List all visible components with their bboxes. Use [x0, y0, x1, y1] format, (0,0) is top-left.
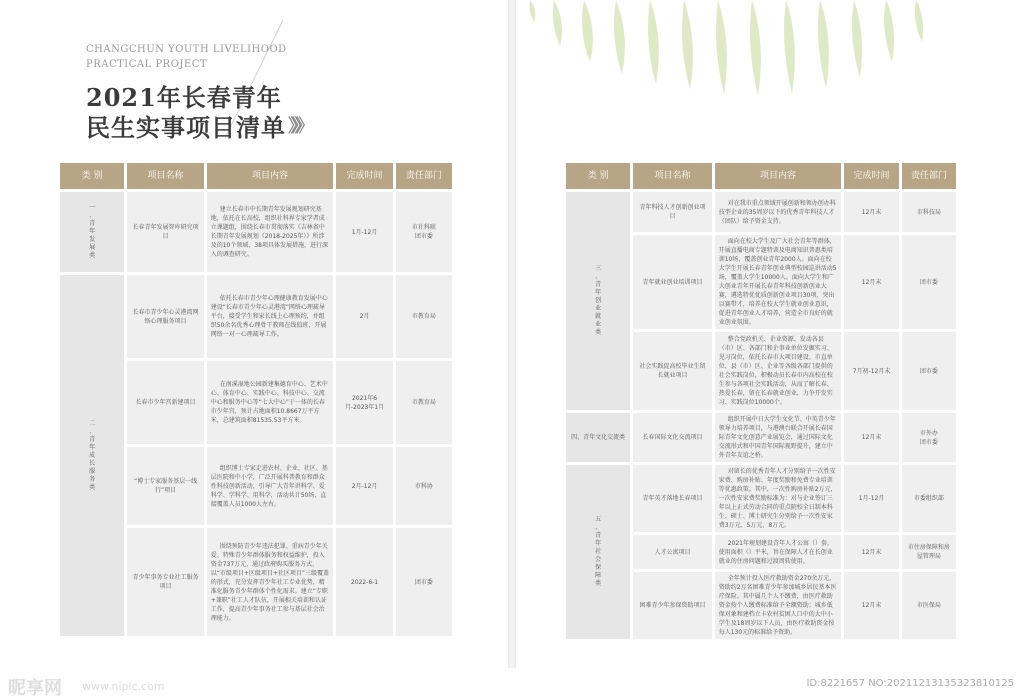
category-cell [566, 413, 630, 462]
project-content: 组织博士专家走进农村、企业、社区、基层医院和中小学，广泛开展科普教育和群众性科技创新活动，引导广大青年讲科学、爱科学、学科学、用科学，活动共计50场，直接覆盖人员1000人左右。 [207, 447, 334, 525]
column-header: 项目名称 [127, 163, 203, 189]
completion-time: 2月 [336, 275, 392, 358]
page-gutter [508, 0, 516, 668]
project-name: 长春国际文化交流项目 [633, 413, 711, 462]
category-cell [566, 192, 630, 410]
completion-time: 7月初-12月末 [844, 332, 898, 410]
column-header: 完成时间 [336, 163, 392, 189]
project-table-right [563, 160, 959, 642]
responsible-dept: 市教育局 [396, 275, 452, 358]
left-page [0, 0, 508, 668]
english-title-line1: CHANGCHUN YOUTH LIVELIHOOD [86, 44, 287, 55]
project-name: 青年就业创业培训项目 [633, 235, 711, 329]
project-content: 2021年规划建设青年人才公寓（）套，使用面积（）平米，旨在保障人才在长创业就业的住房问题和过渡周转使用。 [715, 535, 842, 569]
project-name: 青年英才落地长春项目 [633, 465, 711, 532]
column-header: 项目名称 [633, 163, 711, 189]
category-label: 四、青年文化交流类 [571, 434, 626, 441]
table-row [566, 465, 956, 532]
project-name: 青少年事务专业社工服务项目 [127, 528, 203, 636]
column-header: 责任部门 [396, 163, 452, 189]
column-header: 项目内容 [715, 163, 842, 189]
project-name: 社会实践促高校毕业生留长就业项目 [633, 332, 711, 410]
completion-time: 2022-6-1 [336, 528, 392, 636]
responsible-dept: 团市委 [396, 528, 452, 636]
column-header: 项目内容 [207, 163, 334, 189]
completion-time: 1月-12月 [844, 465, 898, 532]
category-label: 二、青年成长服务类 [89, 419, 96, 491]
responsible-dept: 市科协 [396, 447, 452, 525]
completion-time: 2021年6月-2023年1月 [336, 361, 392, 444]
project-content: 对留长的优秀青年人才分别给予一次性安家费、购房补贴、年度奖励和免费专业培训等优惠政策。其中，一次性购房补贴2万元，一次性安家费奖励标准为：对与企业签订三年以上正式劳动合同的重点院校全日制本科生、硕士、博士研究生分别给予一次性安家费3万元、5万元、8万元。 [715, 465, 842, 532]
completion-time: 12月末 [844, 572, 898, 639]
project-content: 对在我市重点领域开展创新和领办创办科技型企业的35周岁以下的优秀青年科技人才（团队）给予资金支持。 [715, 192, 842, 232]
category-label: 三、青年创业就业类 [595, 265, 602, 336]
column-header: 完成时间 [844, 163, 898, 189]
project-content: 依托长春市青少年心理健康教育发展中心建设“长春市青少年心灵港湾”网络心理疏导平台，接受学生和家长线上心理预约，并组织50余名优秀心理骨干教师在线值班，开展网络一对一心理疏导工作。 [207, 275, 334, 358]
completion-time: 12月末 [844, 192, 898, 232]
table-header-row [60, 163, 452, 189]
column-header: 类 别 [60, 163, 124, 189]
project-content: 组织开展中日大学生文化节、中英青少年领导力培养项目，与港澳台联合开展长春国际青年文化创意产业展览会，通过国际文化交流形式和中国青年国际视野提升，建立中外青年友谊之桥。 [715, 413, 842, 462]
project-name: 长春青年发展智库研究项目 [127, 192, 203, 272]
project-table-left [57, 160, 455, 639]
project-name: 长春市少年宫新建项目 [127, 361, 203, 444]
project-content: 围绕预防青少年违法犯罪、重病青少年关爱、特殊青少年群体服务和权益维护，投入资金737万元，通过政府购买服务方式，以“市级项目+区级项目+社区项目”三级覆盖的形式，充分发挥青少年社工专业优势，精准化服务青少年群体个性化需求。建立“专职+兼职”社工人才队伍，开展相关培训和认证工作，提高青少年事务社工参与基层社会治理能力。 [207, 528, 334, 636]
table-row [60, 192, 452, 272]
project-name: 人才公寓项目 [633, 535, 711, 569]
responsible-dept: 市医保局 [902, 572, 956, 639]
project-content: 整合党政机关、企业资源、发动各县（市）区、各部门和企事业单位发掘实习、见习岗位，依托长春市大项目建设、市直单位，县（市）区、企业等各级各部门提供的社会实践岗位，积极动员长春市内高校在校生参与各项社会实践活动，从而了解长春、热爱长春，留在长春就业创业，力争开发实习、实践岗位10000个。 [715, 332, 842, 410]
page-title-line1: 2021年长春青年 [86, 83, 282, 112]
project-content: 建立长春市中长期青年发展规划研究基地，依托在长高校，组织社科界专家学者成立课题组，围绕长春市贯彻落实《吉林省中长期青年发展规划（2018-2025年）》所涉及的10个领域、38项具体发展措施，进行深入的调查研究。 [207, 192, 334, 272]
project-name: 长春市青少年心灵港湾网络心理服务项目 [127, 275, 203, 358]
watermark-url: www.nipic.com [82, 680, 165, 693]
category-cell [60, 192, 124, 272]
column-header: 类 别 [566, 163, 630, 189]
responsible-dept: 市委组织部 [902, 465, 956, 532]
table-row [566, 192, 956, 232]
page-title-line2: 民生实事项目清单 [86, 113, 286, 142]
completion-time: 12月末 [844, 413, 898, 462]
project-name: 青年科技人才创新创业项目 [633, 192, 711, 232]
project-content: 在南溪湿地公园新建集德育中心、艺术中心、体育中心、实践中心、科技中心、交流中心和服务中心等“七大中心”于一体的长春市少年宫，预计占地面积10.8667万平方米，总建筑面积81535.53平方米。 [207, 361, 334, 444]
project-content: 全年预计投入医疗救助资金270余万元，资助约2万名困难青少年参加城乡居民基本医疗保险。其中属几个人不缴费，由医疗救助资金按个人缴费标准给予全额资助；城乡低保对象和建档立卡农村贫困人口中的大中小学生及18周岁以下人员，由医疗救助资金按每人130元的标准给予资助。 [715, 572, 842, 639]
responsible-dept: 市外办 团市委 [902, 413, 956, 462]
completion-time: 12月末 [844, 535, 898, 569]
responsible-dept: 市科技局 [902, 192, 956, 232]
table-row [566, 413, 956, 462]
table-header-row [566, 163, 956, 189]
category-label: 一、青年发展类 [89, 204, 96, 259]
arrows-icon: 》》》 [288, 116, 309, 137]
project-name: 困难青少年参保资助项目 [633, 572, 711, 639]
leaf-decoration-icon [524, 0, 944, 110]
responsible-dept: 市教育局 [396, 361, 452, 444]
completion-time: 2月-12月 [336, 447, 392, 525]
responsible-dept: 市住房保障和房屋管理局 [902, 535, 956, 569]
responsible-dept: 市社科联 团市委 [396, 192, 452, 272]
image-id-text: ID:8221657 NO:20211213135323810125 [806, 678, 1014, 689]
completion-time: 12月末 [844, 235, 898, 329]
project-name: “博士专家服务基层一线行”项目 [127, 447, 203, 525]
project-content: 面向在校大学生及广大社会青年等群体，开展直播电商专题特训及电商知识普惠类培训10场，覆盖创业青年2000人。面向在校大学生开展长春青年创业典型校园巡讲活动5场，覆盖大学生10000人。面向大学生和广大创业青年开展长春青年科技创新创业大赛，遴选特优优质创新创业项目30项，突出以赛带才，培养在校大学生就业创业意识，促进青年创业人才培养，营造全市良好的就业创业氛围。 [715, 235, 842, 329]
column-header: 责任部门 [902, 163, 956, 189]
responsible-dept: 团市委 [902, 332, 956, 410]
responsible-dept: 团市委 [902, 235, 956, 329]
table-row [60, 275, 452, 358]
category-cell [60, 275, 124, 636]
category-label: 五、青年社会保障类 [595, 516, 602, 587]
completion-time: 1月-12月 [336, 192, 392, 272]
category-cell [566, 465, 630, 639]
watermark-logo: 昵享网 [8, 678, 62, 699]
english-title-line2: PRACTICAL PROJECT [86, 59, 208, 70]
